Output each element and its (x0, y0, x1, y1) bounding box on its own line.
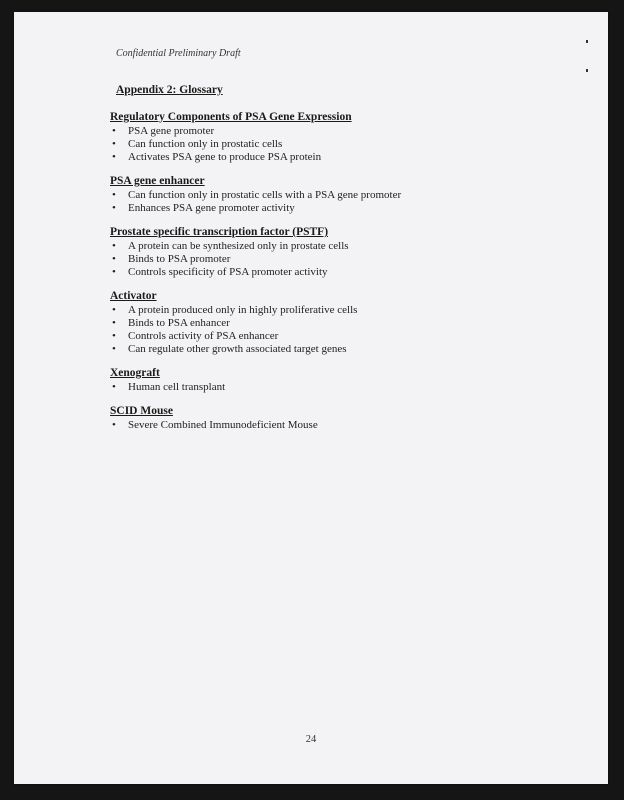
bullet-icon: • (112, 343, 116, 355)
list-item (110, 138, 550, 151)
bullet-icon: • (112, 317, 116, 329)
page-number: 24 (305, 734, 317, 745)
list-item (110, 330, 550, 343)
list-item (110, 253, 550, 266)
section-title: Prostate specific transcription factor (PSTF) (110, 226, 329, 238)
section-items (110, 381, 550, 394)
section-title: SCID Mouse (110, 405, 173, 417)
item-text: Controls activity of PSA enhancer (128, 330, 279, 342)
bullet-icon: • (112, 202, 116, 214)
scan-speck (586, 69, 588, 72)
section-items (110, 189, 550, 215)
bullet-icon: • (112, 240, 116, 252)
list-item (110, 202, 550, 215)
section-title: Activator (110, 290, 157, 302)
glossary-section (110, 225, 550, 279)
bullet-icon: • (112, 138, 116, 150)
item-text: Activates PSA gene to produce PSA protein (128, 151, 322, 163)
item-text: Can function only in prostatic cells (128, 138, 283, 150)
section-title: Xenograft (110, 367, 160, 379)
item-text: Can regulate other growth associated target genes (128, 343, 347, 355)
glossary-section (110, 404, 550, 432)
glossary-section (110, 174, 550, 215)
section-items (110, 125, 550, 164)
list-item (110, 266, 550, 279)
list-item (110, 304, 550, 317)
glossary-section (110, 289, 550, 356)
section-title: Regulatory Components of PSA Gene Expression (110, 111, 352, 123)
bullet-icon: • (112, 253, 116, 265)
bullet-icon: • (112, 189, 116, 201)
list-item (110, 240, 550, 253)
list-item (110, 189, 550, 202)
section-items (110, 304, 550, 356)
glossary-section (110, 366, 550, 394)
list-item (110, 317, 550, 330)
list-item (110, 419, 550, 432)
bullet-icon: • (112, 330, 116, 342)
glossary-section (110, 110, 550, 164)
list-item (110, 151, 550, 164)
item-text: Binds to PSA promoter (128, 253, 231, 265)
item-text: Can function only in prostatic cells with a PSA gene promoter (128, 189, 402, 201)
bullet-icon: • (112, 304, 116, 316)
glossary-sections (110, 110, 550, 442)
section-items (110, 240, 550, 279)
list-item (110, 343, 550, 356)
section-items (110, 419, 550, 432)
item-text: Binds to PSA enhancer (128, 317, 230, 329)
item-text: Severe Combined Immunodeficient Mouse (128, 419, 318, 431)
draft-header: Confidential Preliminary Draft (116, 48, 241, 59)
section-title: PSA gene enhancer (110, 175, 205, 187)
glossary-title: Appendix 2: Glossary (116, 84, 223, 96)
item-text: PSA gene promoter (128, 125, 215, 137)
document-page (14, 12, 608, 784)
bullet-icon: • (112, 151, 116, 163)
item-text: A protein can be synthesized only in prostate cells (128, 240, 349, 252)
bullet-icon: • (112, 419, 116, 431)
list-item (110, 381, 550, 394)
list-item (110, 125, 550, 138)
bullet-icon: • (112, 266, 116, 278)
bullet-icon: • (112, 125, 116, 137)
item-text: A protein produced only in highly proliferative cells (128, 304, 358, 316)
scan-speck (586, 40, 588, 43)
item-text: Human cell transplant (128, 381, 226, 393)
item-text: Enhances PSA gene promoter activity (128, 202, 295, 214)
bullet-icon: • (112, 381, 116, 393)
item-text: Controls specificity of PSA promoter activity (128, 266, 328, 278)
